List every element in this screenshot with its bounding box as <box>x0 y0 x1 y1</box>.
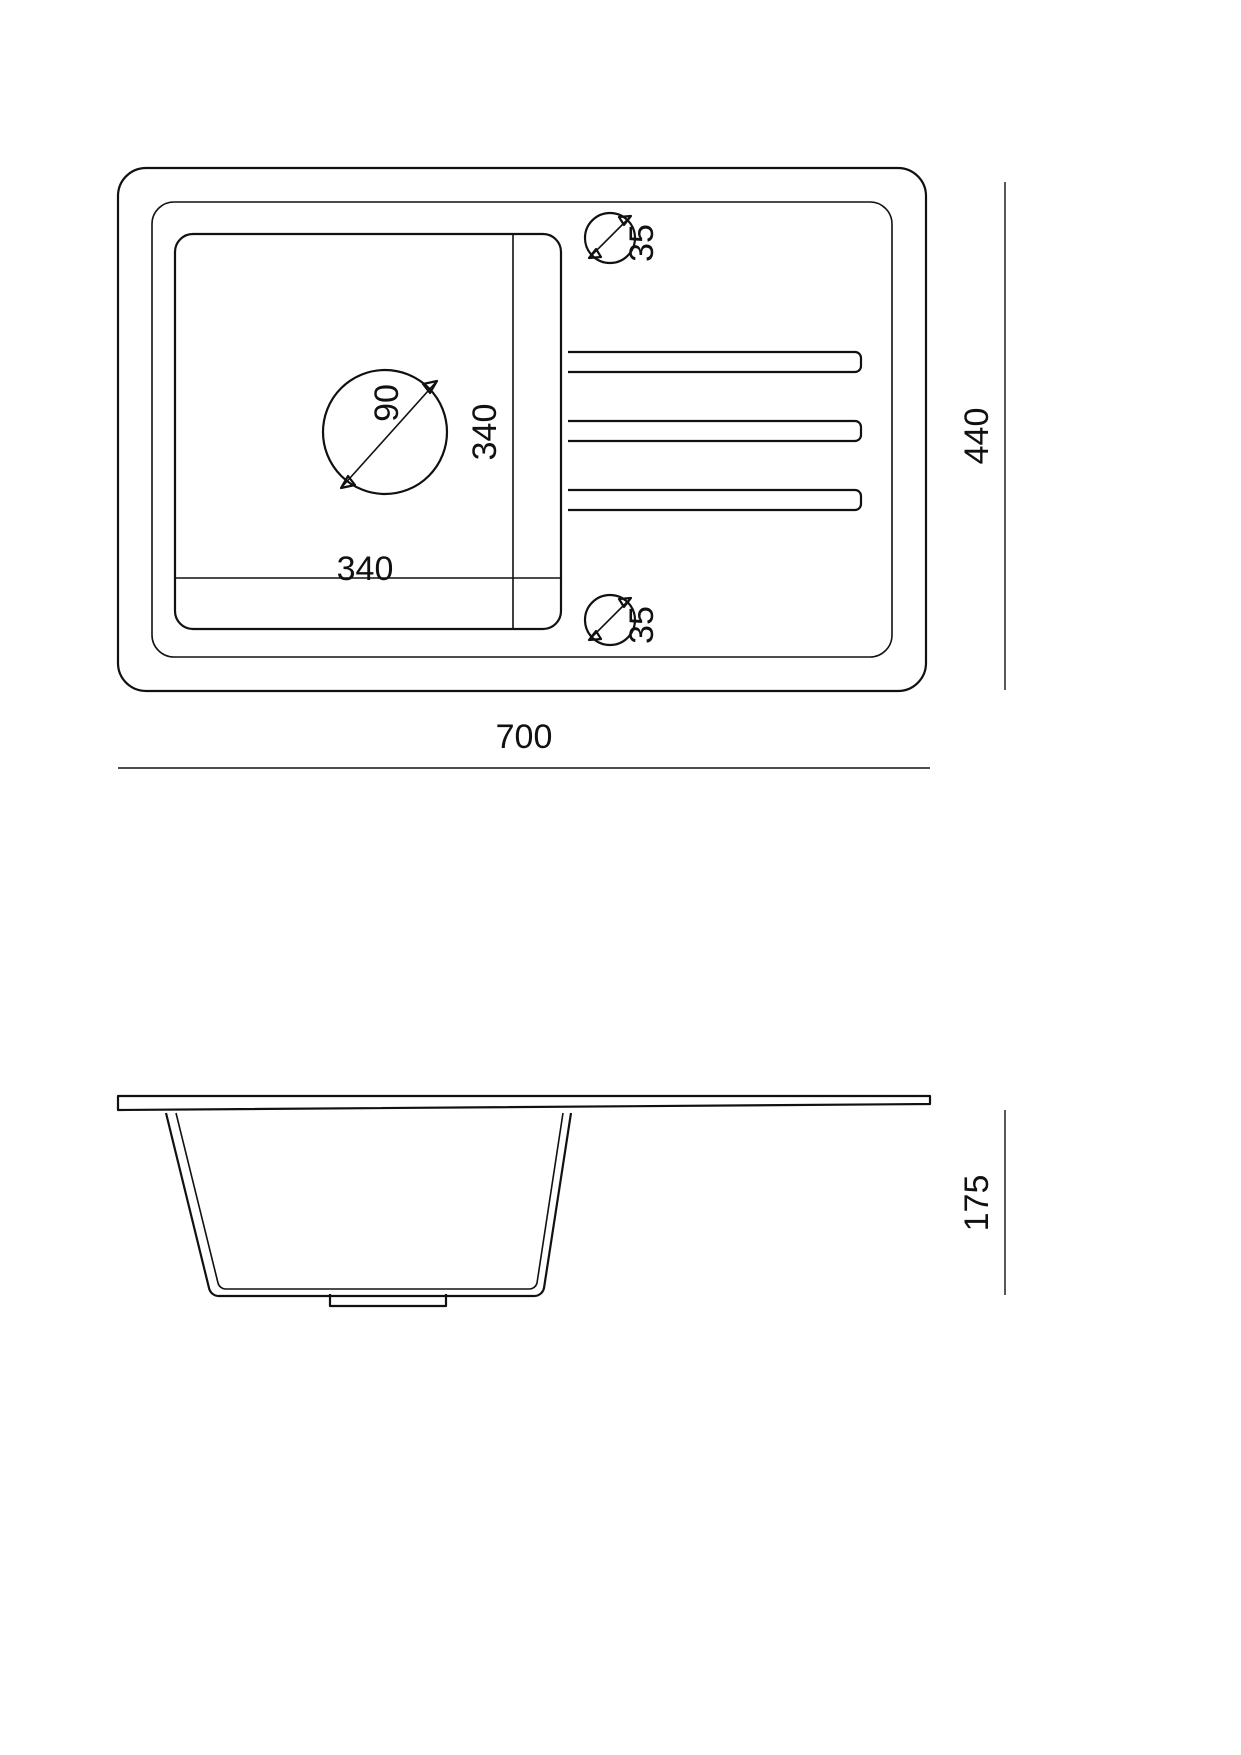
drain-arrow-head-upper <box>423 381 437 393</box>
overall-width-label: 700 <box>495 718 553 756</box>
section-height-dimension <box>958 1110 1005 1295</box>
section-view <box>118 1096 1005 1306</box>
tap-hole-upper-label: 35 <box>623 224 661 262</box>
bowl-depth-label: 340 <box>466 403 504 461</box>
sink-rim-outline <box>152 202 892 657</box>
section-height-label: 175 <box>958 1174 996 1232</box>
tap-hole-upper <box>585 213 661 263</box>
drainer-grooves <box>568 352 861 510</box>
tap-hole-lower-label: 35 <box>623 606 661 644</box>
section-bowl-walls <box>166 1113 571 1296</box>
overall-depth-label: 440 <box>958 407 996 465</box>
section-bowl-inner-line <box>176 1113 563 1289</box>
bowl-width-label: 340 <box>336 550 394 588</box>
drainer-groove-1 <box>568 352 861 372</box>
top-view <box>118 168 1005 768</box>
sink-outer-outline <box>118 168 926 691</box>
drainer-groove-3 <box>568 490 861 510</box>
tap-hole-lower <box>585 595 661 645</box>
section-rim-plate <box>118 1096 930 1110</box>
drain-diameter-label: 90 <box>368 384 406 422</box>
overall-depth-dimension <box>958 182 1005 690</box>
drainer-groove-2 <box>568 421 861 441</box>
overall-width-dimension <box>118 718 930 768</box>
